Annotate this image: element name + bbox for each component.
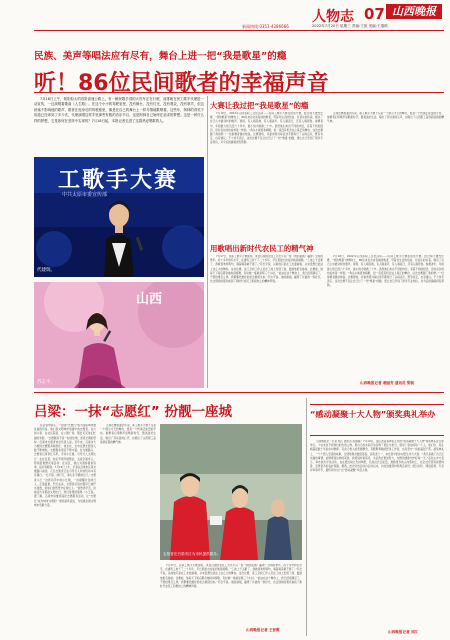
sidebar-text: 山西晚报讯（记者 刘江 通讯员 张瑞瑞）7月19日，由山西省某单位主办的“感动凝聚十大人物”颁奖典礼在太原举行。十位来自不同岗位的先进人物，用自己的实际行动诠释了责任与担当，感动了身边的每一个人。他们中，有扎根基层数十年的乡村教师，有舍己救人的普通群众，有默默奉献的医务工作者，也有坚守一线的基层干部。颁奖典礼上，一个个感人至深的故事，让现场观众数度落泪。获奖者之一、来自晋中的乡村医生李大夫说：“我只是做了自己应该做的事情，能够得到这样的荣誉，我感到非常荣幸，今后我会更加努力，为群众健康守护好每一天。”活动主办方表示，举办此次评选活动，旨在通过树立先进典型，弘扬社会正能量，激励更多的人向善向上，在全社会营造崇德向善、见贤思齐的良好氛围。据悉，此次评选活动自启动以来，共收到推荐材料两百余份，经过初评、网络投票、专家评审等环节，最终评选出十位“感动凝聚”年度人物。 xyxy=(310,440,444,473)
feature-col-a xyxy=(34,424,96,636)
feature-title: 吕梁：一抹“志愿红” 扮靓一座城 xyxy=(34,404,232,420)
paper-logo: 山西晚报 xyxy=(386,4,442,19)
photo1-banner: 工歌手大赛 xyxy=(58,168,179,193)
subhead-2: 用歌唱出新时代农民工的精气神 xyxy=(210,244,314,253)
lead-intro-text: 7月18日上午，娱阳拟太的首阶高速公路上，有一辆民歌手得的大货车正在行驶，前排就在民工歌手代理进一动宣传，一边演唱着歌曲《人生路》。在这个小小的驾驶室里，没有舞台，没有灯光，没有观众，没有掌声，但这丝毫不影响他的歌声，歌者在他身后的驾驶座里，像是在自己的舞台上一样尽情地歌唱着。这些年，阿林的得奖不知道已经拿到了多少次，代理演唱这样手里那些有数的音乐节目，也是阿林自己始终在追求的梦想。这是一种什么样的梦想，它是如何在坚持中实现的？7月18日起，本报记者走进了这群热爱唱歌的人。 xyxy=(34,97,204,123)
photo2-caption: 苏志平。 xyxy=(37,380,55,385)
photo1-banner-sub: 中共太原市委宣传部 xyxy=(62,192,108,198)
photo-volunteers xyxy=(160,424,302,560)
lead-byline: 山西晚报记者 裴丽芳 通讯员 梁锐 xyxy=(360,381,415,385)
sidebar-body xyxy=(310,440,444,630)
lead-story-col-b xyxy=(327,112,444,240)
lead-story-text-1: 7月16日，2022年山西省职工文化活动——民间工歌手大赛在阳泉开赛，经过两天激烈比赛，“我的歌星”的舞台上，86位来自全省各地的歌者，带着对生活的热爱、对音乐的执着，唱出了自己心中最动听的歌声。现场，有人唱民族，有人唱美声，有人唱流行，还有人唱原创。参赛者中，年龄最大的已经六十多岁，最小的才刚满二十岁。虽然他们来自不同的岗位，有着不同的经历，但对音乐的热爱却是一样的。“我从小就喜欢唱歌，但一直没有机会站上真正的舞台，这次比赛圆了我的梦。”一位参赛者激动地说。比赛现场，评委老师对每位选手都进行了认真点评，既有肯定，也有建议。不少选手表示，这次比赛不仅让自己过了一把“歌星”的瘾，更让自己学到了很多专业知识，对今后的演唱很有帮助。 xyxy=(210,112,323,145)
header-rule xyxy=(34,30,444,31)
feature-text-c: 7月17日，在职工歌手大赛现场，来自吕梁的农民工苏志平以一首《我的祖国》赢得了全场的掌声。四十多岁的苏志平，在建筑工地干了二十多年，平日里最大的爱好就是唱歌。“工地上干活累了，我就喜欢哼两句，唱着唱着就不累了。”苏志平说，以前他只是在工友面前唱，从来没想过能站上这么大的舞台。这次比赛，是工会的工作人员在工地上发现了他，鼓励他报名参加。比赛前，他每天下班后都会抽时间练歌，有时候一练就是两三个小时。“能站在这个舞台上，我已经很满足了，不管结果怎么样，我都要把最好的状态展现出来。”苏志平说。他的演唱，赢得了评委的一致好评，也让现场的观众看到了新时代农民工积极向上的精神风貌。 xyxy=(160,564,302,589)
sidebar-byline: 山西晚报记者 刘江 xyxy=(388,630,419,634)
lead-story-col-a xyxy=(210,112,323,240)
lead-story-col-c xyxy=(210,255,323,387)
date-line: 2022年7月20日 星期三 责编:王凯 美编:王瑞琪 xyxy=(312,24,388,28)
lead-story-text-2: 7月17日，在职工歌手大赛现场，来自吕梁的农民工苏志平以一首《我的祖国》赢得了全场的掌声。四十多岁的苏志平，在建筑工地干了二十多年，平日里最大的爱好就是唱歌。“工地上干活累了，我就喜欢哼两句，唱着唱着就不累了。”苏志平说，以前他只是在工友面前唱，从来没想过能站上这么大的舞台。这次比赛，是工会的工作人员在工地上发现了他，鼓励他报名参加。比赛前，他每天下班后都会抽时间练歌，有时候一练就是两三个小时。“能站在这个舞台上，我已经很满足了，不管结果怎么样，我都要把最好的状态展现出来。”苏志平说。他的演唱，赢得了评委的一致好评，也让现场的观众看到了新时代农民工积极向上的精神风貌。 xyxy=(210,255,323,284)
hotline: 新闻热线:0351-4286666 xyxy=(242,24,289,29)
lead-rule xyxy=(34,92,444,93)
photo-singer-male xyxy=(34,157,204,277)
lead-intro xyxy=(34,97,204,153)
lead-kicker: 民族、美声等唱法应有尽有，舞台上进一把“我是歌星”的瘾 xyxy=(34,51,287,62)
volunteer-photo-graphic xyxy=(160,424,302,560)
feature-photo-caption: 志愿者在吕梁市区为市民提供服务。 xyxy=(163,552,221,556)
subhead-1: 大赛让我过把“我是歌星”的瘾 xyxy=(210,101,309,110)
sidebar-title-box xyxy=(310,404,444,436)
lead-story-text-1b: 正如比赛组委会所说，职工歌手大赛不仅是一个展示才艺的舞台，更是一个传递正能量的平台。参赛者们用歌声讴歌新时代，赞美美好生活，唱出了劳动者的心声，也唱出了山西职工奋进新征程的精气神。 xyxy=(327,112,444,124)
column-divider-2 xyxy=(306,398,307,636)
feature-col-c xyxy=(160,564,302,626)
masthead xyxy=(0,0,450,30)
feature-col-b xyxy=(100,424,156,636)
stage-photo2-graphic xyxy=(34,282,204,388)
feature-byline: 山西晚报记者 王晋霞 xyxy=(246,628,280,632)
photo2-banner: 山西 xyxy=(136,292,163,307)
feature-text-b: 正如比赛组委会所说，职工歌手大赛不仅是一个展示才艺的舞台，更是一个传递正能量的平台。参赛者们用歌声讴歌新时代，赞美美好生活，唱出了劳动者的心声，也唱出了山西职工奋进新征程的精气神。 xyxy=(100,424,156,444)
section-name: 人物志 xyxy=(312,9,354,25)
lead-title: 听！86位民间歌者的幸福声音 xyxy=(34,71,329,96)
column-divider-1 xyxy=(207,96,208,388)
lead-story-col-d xyxy=(327,255,444,379)
feature-text-a: 在吕梁市街头，一抹抹“志愿红”成为这座城市最亮丽的风景。他们是文明城市创建中的志愿者，在大街小巷、在社区院落、在公园广场，随处可见他们忙碌的身影。“志愿服务不是一时的热情，而是长期的坚持。”吕梁市志愿者协会负责人说。近年来，吕梁市大力推进志愿服务制度化、常态化，全市注册志愿者人数不断增加，志愿服务项目不断丰富。在交通路口，志愿者们身穿红马甲，手持小红旗，引导行人文明出行；在社区里，他们开展环境整治、关爱空巢老人、帮扶困难群众等活动；在景区，他们为游客提供咨询、指引等服务。7月19日上午，记者在吕梁市区某交通路口看到，几名志愿者正在引导行人和非机动车有序通行。“红灯停，绿灯行，请大家不要闯红灯。”志愿者小王一边挥动手中的小红旗，一边提醒过往的行人。正值盛夏，烈日炎炎，志愿者们的衣服早已被汗水浸透，但他们依然坚守在岗位上。“虽然很辛苦，但看到大家都能文明出行，我们觉得很值得。”小王说。据了解，吕梁市将继续深化志愿服务活动，让“志愿红”成为城市文明的一道亮丽风景线，为创建全国文明城市贡献力量。 xyxy=(34,424,96,507)
section-rule xyxy=(34,392,444,393)
lead-story-text-2b: 7月16日，2022年山西省职工文化活动——民间工歌手大赛在阳泉开赛，经过两天激烈比赛，“我的歌星”的舞台上，86位来自全省各地的歌者，带着对生活的热爱、对音乐的执着，唱出了自己心中最动听的歌声。现场，有人唱民族，有人唱美声，有人唱流行，还有人唱原创。参赛者中，年龄最大的已经六十多岁，最小的才刚满二十岁。虽然他们来自不同的岗位，有着不同的经历，但对音乐的热爱却是一样的。“我从小就喜欢唱歌，但一直没有机会站上真正的舞台，这次比赛圆了我的梦。”一位参赛者激动地说。比赛现场，评委老师对每位选手都进行了认真点评，既有肯定，也有建议。不少选手表示，这次比赛不仅让自己过了一把“歌星”的瘾，更让自己学到了很多专业知识，对今后的演唱很有帮助。 xyxy=(327,255,444,288)
photo1-caption: 代建瑞。 xyxy=(37,268,55,273)
photo-singer-female xyxy=(34,282,204,388)
sidebar-title: “感动凝聚十大人物”颁奖典礼举办 xyxy=(310,409,436,419)
page-number: 07 xyxy=(364,5,385,23)
